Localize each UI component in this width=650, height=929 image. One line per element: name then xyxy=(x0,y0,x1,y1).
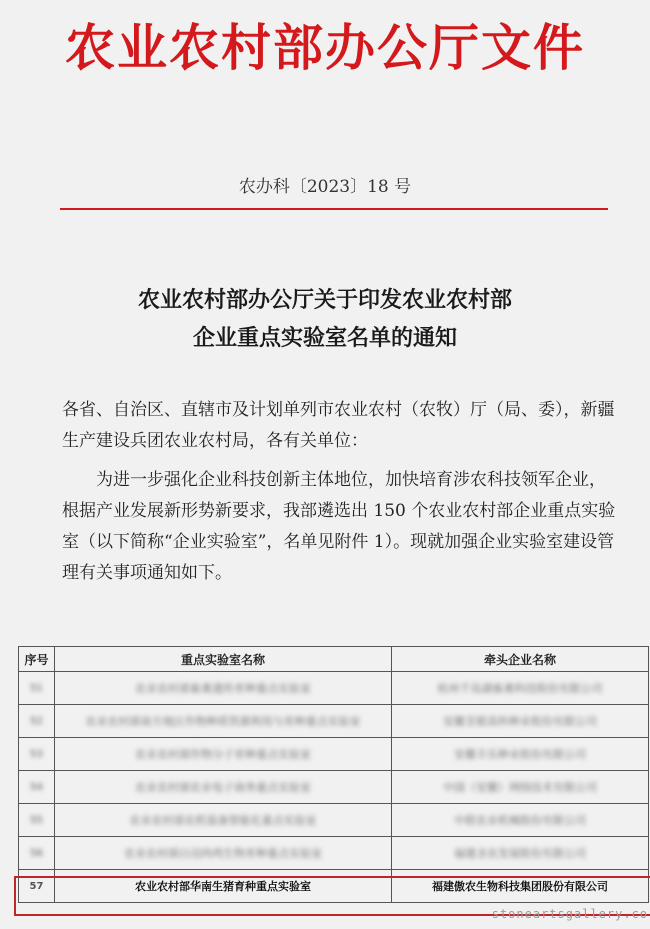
notice-title xyxy=(0,282,650,358)
row-lab-name: 农业农村部南方地区作物种质资源利用与育种重点实验室 xyxy=(55,705,392,738)
row-lab-name: 农业农村部白羽肉鸡生物育种重点实验室 xyxy=(55,837,392,870)
lab-list-table xyxy=(18,646,649,903)
row-num: 56 xyxy=(19,837,55,870)
addressee-text: 各省、自治区、直辖市及计划单列市农业农村（农牧）厅（局、委），新疆生产建设兵团农业农村局，各有关单位： xyxy=(62,400,615,451)
red-divider-line xyxy=(60,208,608,210)
row-company-name: 杭州千岛湖畜禽科技股份有限公司 xyxy=(392,672,649,705)
row-num: 57 xyxy=(19,870,55,903)
row-num: 53 xyxy=(19,738,55,771)
row-lab-name: 农业农村部畜禽遗传育种重点实验室 xyxy=(55,672,392,705)
row-company-name: 中联农业机械股份有限公司 xyxy=(392,804,649,837)
watermark: stoneartsgallery.co xyxy=(491,907,648,921)
document-number: 农办科〔2023〕18 号 xyxy=(238,177,412,197)
table-row xyxy=(19,837,649,870)
row-num: 55 xyxy=(19,804,55,837)
row-lab-name: 农业农村部作物分子育种重点实验室 xyxy=(55,738,392,771)
row-num: 54 xyxy=(19,771,55,804)
row-company-name: 福建傲农生物科技集团股份有限公司 xyxy=(392,870,649,903)
row-company-name: 安徽荃银高科种业股份有限公司 xyxy=(392,705,649,738)
row-company-name: 福建圣农发展股份有限公司 xyxy=(392,837,649,870)
notice-title-line2: 企业重点实验室名单的通知 xyxy=(192,326,457,351)
row-lab-name: 农业农村部农机装备智能化重点实验室 xyxy=(55,804,392,837)
notice-title-line1: 农业农村部办公厅关于印发农业农村部 xyxy=(137,288,512,313)
table-header-row xyxy=(19,647,649,672)
header-lab-name: 重点实验室名称 xyxy=(55,647,392,672)
header-num: 序号 xyxy=(19,647,55,672)
row-lab-name: 农业农村部农业电子商务重点实验室 xyxy=(55,771,392,804)
table-row xyxy=(19,672,649,705)
row-company-name: 中国（安徽）网络技术有限公司 xyxy=(392,771,649,804)
table-row xyxy=(19,705,649,738)
header-company-name: 牵头企业名称 xyxy=(392,647,649,672)
row-lab-name: 农业农村部华南生猪育种重点实验室 xyxy=(55,870,392,903)
table-row xyxy=(19,738,649,771)
body-paragraph-text: 为进一步强化企业科技创新主体地位，加快培育涉农科技领军企业，根据产业发展新形势新要求，我部遴选出 150 个农业农村部企业重点实验室（以下简称“企业实验室”，名单见附件 1）。现就加强企业实验室建设管理有关事项通知如下。 xyxy=(62,470,616,583)
row-num: 51 xyxy=(19,672,55,705)
document-header-title: 农业农村部办公厅文件 xyxy=(65,18,585,77)
row-num: 52 xyxy=(19,705,55,738)
body-paragraph xyxy=(62,465,622,589)
table-row xyxy=(19,804,649,837)
table-row xyxy=(19,771,649,804)
row-company-name: 安徽丰乐种业股份有限公司 xyxy=(392,738,649,771)
